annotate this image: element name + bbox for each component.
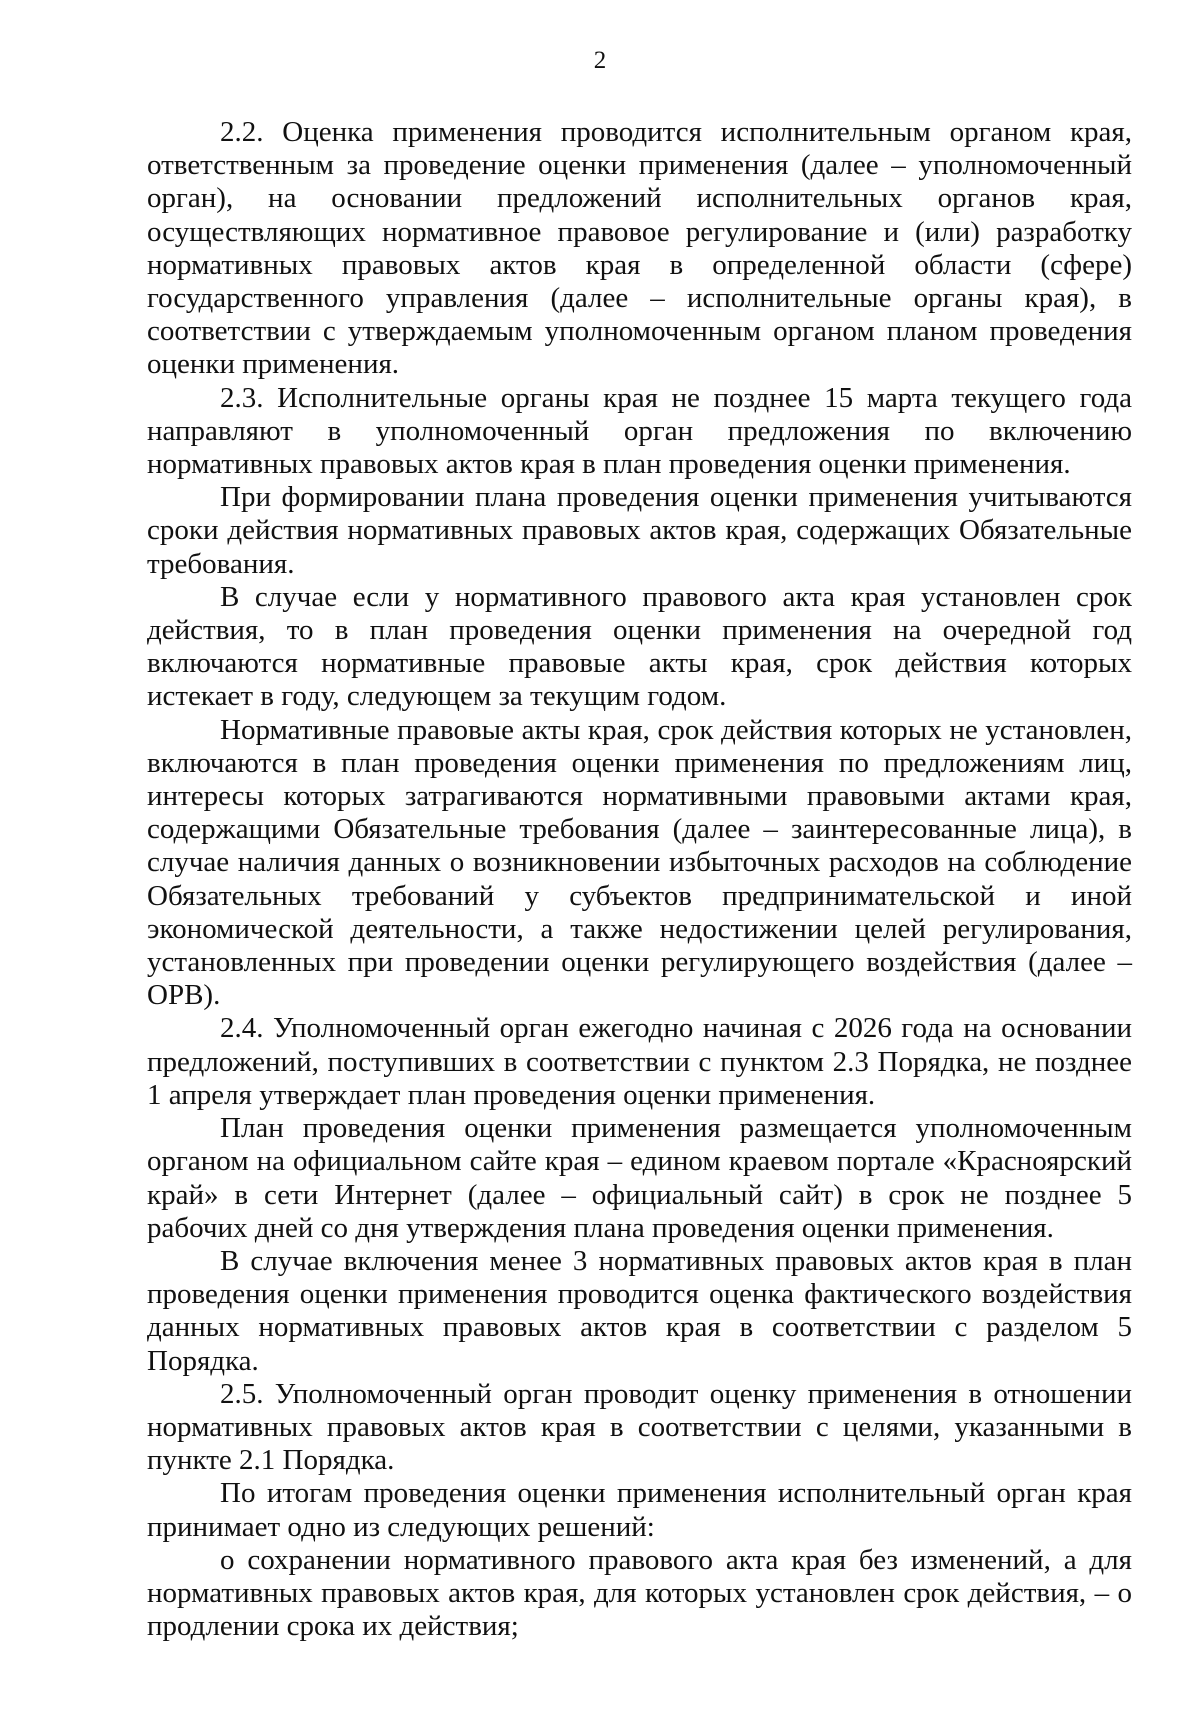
paragraph-term-not-set: Нормативные правовые акты края, срок действия которых не установлен, включаются в план проведения оценки применения по предложениям лиц, интересы которых затрагиваются нормативными правовыми актами края, содержащими Обязательные требования (далее – заинтересованные лица), в случае наличия данных о возникновении избыточных расходов на соблюдение Обязательных требований у субъектов предпринимательской и иной экономической деятельности, а также недостижении целей регулирования, установленных при проведении оценки регулирующего воздействия (далее – ОРВ). bbox=[147, 713, 1132, 1012]
paragraph-plan-publication: План проведения оценки применения размещается уполномоченным органом на официальном сайте края – едином краевом портале «Красноярский край» в сети Интернет (далее – официальный сайт) в срок не позднее 5 рабочих дней со дня утверждения плана проведения оценки применения. bbox=[147, 1112, 1132, 1244]
paragraph-2-5: 2.5. Уполномоченный орган проводит оценку применения в отношении нормативных правовых актов края в соответствии с целями, указанными в пункте 2.1 Порядка. bbox=[147, 1377, 1132, 1477]
paragraph-fewer-than-3: В случае включения менее 3 нормативных правовых актов края в план проведения оценки применения проводится оценка фактического воздействия данных нормативных правовых актов края в соответствии с разделом 5 Порядка. bbox=[147, 1244, 1132, 1377]
document-body bbox=[147, 116, 1132, 1643]
paragraph-2-4: 2.4. Уполномоченный орган ежегодно начиная с 2026 года на основании предложений, поступивших в соответствии с пунктом 2.3 Порядка, не позднее 1 апреля утверждает план проведения оценки применения. bbox=[147, 1012, 1132, 1111]
page-number: 2 bbox=[593, 47, 607, 74]
paragraph-2-3: 2.3. Исполнительные органы края не позднее 15 марта текущего года направляют в уполномоченный орган предложения по включению нормативных правовых актов края в план проведения оценки применения. bbox=[147, 381, 1132, 481]
paragraph-plan-formation: При формировании плана проведения оценки применения учитываются сроки действия нормативных правовых актов края, содержащих Обязательные требования. bbox=[147, 481, 1132, 580]
paragraph-2-2: 2.2. Оценка применения проводится исполнительным органом края, ответственным за проведение оценки применения (далее – уполномоченный орган), на основании предложений исполнительных органов края, осуществляющих нормативное правовое регулирование и (или) разработку нормативных правовых актов края в определенной области (сфере) государственного управления (далее – исполнительные органы края), в соответствии с утверждаемым уполномоченным органом планом проведения оценки применения. bbox=[147, 116, 1132, 381]
paragraph-term-set: В случае если у нормативного правового акта края установлен срок действия, то в план проведения оценки применения на очередной год включаются нормативные правовые акты края, срок действия которых истекает в году, следующем за текущим годом. bbox=[147, 580, 1132, 713]
paragraph-decision-keep: о сохранении нормативного правового акта края без изменений, а для нормативных правовых актов края, для которых установлен срок действия, – о продлении срока их действия; bbox=[147, 1543, 1132, 1643]
paragraph-decisions-intro: По итогам проведения оценки применения исполнительный орган края принимает одно из следующих решений: bbox=[147, 1477, 1132, 1543]
